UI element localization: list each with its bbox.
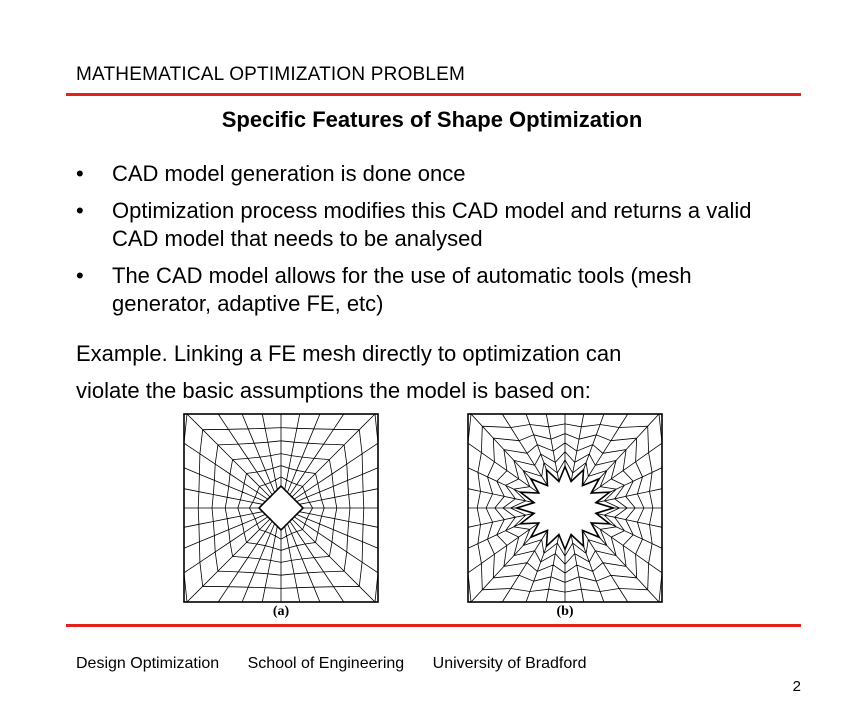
example-line-1: Example. Linking a FE mesh directly to optimization can [76,341,622,366]
footer-university: University of Bradford [432,655,587,672]
bullet-list [76,160,796,327]
header-rule [66,93,801,96]
bullet-dot: • [76,198,84,223]
example-line-2: violate the basic assumptions the model is based on: [76,378,591,403]
footer-school: School of Engineering [247,655,405,672]
bullet-dot: • [76,263,84,288]
mesh-diagram-b [467,413,663,603]
bullet-item [76,262,796,318]
figure-b [467,413,667,623]
bullet-item [76,197,796,253]
footer [76,655,610,673]
bullet-text: Optimization process modifies this CAD model and returns a valid CAD model that needs to be analysed [112,198,752,251]
figure-label-a: (a) [272,604,290,619]
figure-label-b: (b) [556,604,574,619]
bottom-rule [66,624,801,627]
jagged-hole-boundary [517,467,614,550]
bullet-dot: • [76,161,84,186]
section-header: MATHEMATICAL OPTIMIZATION PROBLEM [76,64,466,85]
figure-a [183,413,383,623]
bullet-text: The CAD model allows for the use of automatic tools (mesh generator, adaptive FE, etc) [112,263,692,316]
mesh-diagram-a [183,413,379,603]
page-number: 2 [792,678,801,695]
bullet-text: CAD model generation is done once [112,161,466,186]
slide-title: Specific Features of Shape Optimization [221,107,643,132]
footer-course: Design Optimization [76,655,220,672]
bullet-item [76,160,796,188]
